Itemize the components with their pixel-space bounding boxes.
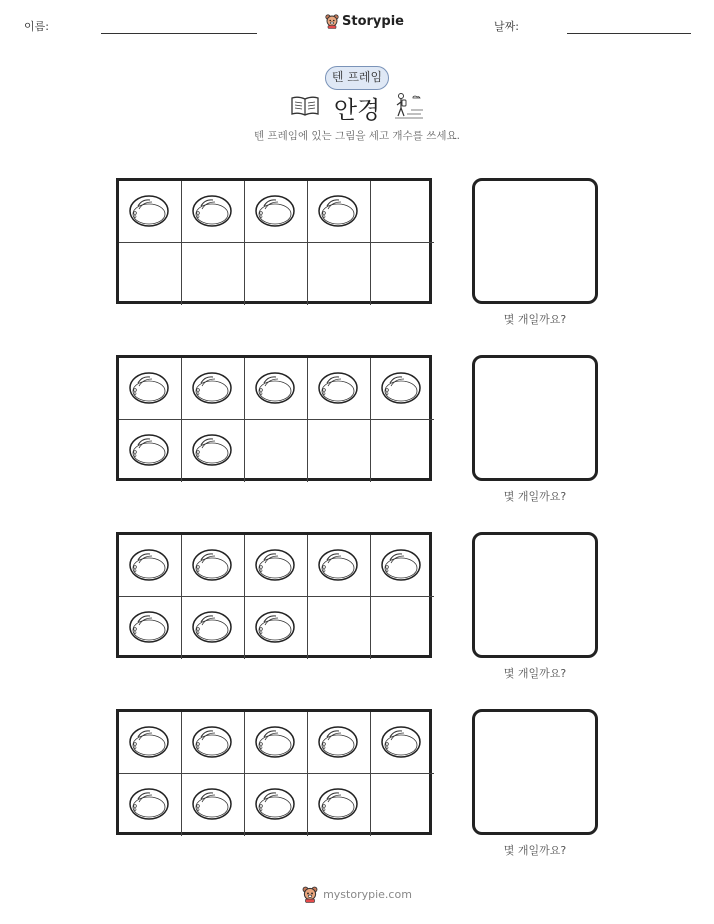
ten-frame-cell: [308, 181, 371, 243]
ten-frame-cell: [245, 712, 308, 774]
ten-frame-cell: [371, 535, 434, 597]
ten-frame-cell: [371, 597, 434, 659]
instructions: 텐 프레임에 있는 그림을 세고 개수를 쓰세요.: [254, 130, 460, 142]
ten-frame-cell: [245, 774, 308, 836]
ten-frame: [116, 178, 432, 304]
count-prompt: 몇 개일까요?: [503, 844, 567, 857]
ten-frame-cell: [245, 181, 308, 243]
brand-logo: [325, 13, 404, 29]
lens-icon: [128, 548, 170, 582]
ten-frame-cell: [182, 181, 245, 243]
ten-frame-cell: [182, 358, 245, 420]
ten-frame-cell: [371, 420, 434, 482]
lens-icon: [380, 371, 422, 405]
lens-icon: [254, 610, 296, 644]
lens-icon: [191, 787, 233, 821]
date-line[interactable]: [567, 33, 691, 34]
lens-icon: [380, 725, 422, 759]
name-label: 이름:: [24, 20, 49, 33]
footer: [0, 885, 714, 903]
ten-frame-cell: [182, 420, 245, 482]
ten-frame-cell: [371, 358, 434, 420]
lens-icon: [128, 610, 170, 644]
ten-frame-cell: [119, 358, 182, 420]
name-line[interactable]: [101, 33, 257, 34]
lens-icon: [191, 433, 233, 467]
hiker-icon: [393, 92, 425, 122]
lens-icon: [317, 548, 359, 582]
ten-frame: [116, 709, 432, 835]
brand-name: Storypie: [342, 13, 404, 29]
ten-frame-cell: [119, 181, 182, 243]
answer-box[interactable]: [472, 532, 598, 658]
ten-frame: [116, 355, 432, 481]
ten-frame-cell: [245, 358, 308, 420]
ten-frame-cell: [371, 243, 434, 305]
ten-frame-cell: [182, 712, 245, 774]
count-prompt: 몇 개일까요?: [503, 490, 567, 503]
lens-icon: [254, 725, 296, 759]
lens-icon: [191, 610, 233, 644]
lens-icon: [254, 371, 296, 405]
ten-frame-cell: [182, 774, 245, 836]
lens-icon: [254, 787, 296, 821]
lens-icon: [128, 433, 170, 467]
bear-logo-icon: [302, 885, 318, 903]
lens-icon: [254, 194, 296, 228]
ten-frame-cell: [119, 774, 182, 836]
ten-frame-cell: [371, 774, 434, 836]
ten-frame-cell: [182, 243, 245, 305]
bear-logo-icon: [325, 13, 339, 29]
lens-icon: [128, 194, 170, 228]
ten-frame-cell: [182, 597, 245, 659]
ten-frame-cell: [245, 243, 308, 305]
ten-frame-cell: [308, 535, 371, 597]
count-prompt: 몇 개일까요?: [503, 313, 567, 326]
ten-frame-cell: [119, 597, 182, 659]
lens-icon: [191, 371, 233, 405]
lens-icon: [317, 787, 359, 821]
lens-icon: [317, 371, 359, 405]
ten-frame-cell: [308, 712, 371, 774]
ten-frame-cell: [119, 420, 182, 482]
answer-box[interactable]: [472, 709, 598, 835]
lens-icon: [128, 371, 170, 405]
lens-icon: [191, 194, 233, 228]
ten-frame-cell: [308, 774, 371, 836]
answer-box[interactable]: [472, 355, 598, 481]
lens-icon: [380, 548, 422, 582]
ten-frame-cell: [308, 358, 371, 420]
ten-frame-cell: [245, 535, 308, 597]
date-label: 날짜:: [494, 20, 519, 33]
ten-frame-cell: [308, 597, 371, 659]
ten-frame-cell: [371, 181, 434, 243]
ten-frame: [116, 532, 432, 658]
ten-frame-cell: [371, 712, 434, 774]
footer-site: mystorypie.com: [323, 887, 412, 901]
ten-frame-cell: [119, 712, 182, 774]
lens-icon: [254, 548, 296, 582]
lens-icon: [317, 194, 359, 228]
lens-icon: [191, 725, 233, 759]
count-prompt: 몇 개일까요?: [503, 667, 567, 680]
ten-frame-cell: [245, 420, 308, 482]
ten-frame-cell: [119, 535, 182, 597]
ten-frame-cell: [182, 535, 245, 597]
lens-icon: [128, 787, 170, 821]
page-title: 안경: [333, 96, 381, 124]
topic-badge: 텐 프레임: [325, 66, 389, 90]
answer-box[interactable]: [472, 178, 598, 304]
ten-frame-cell: [308, 243, 371, 305]
lens-icon: [191, 548, 233, 582]
ten-frame-cell: [245, 597, 308, 659]
lens-icon: [317, 725, 359, 759]
ten-frame-cell: [119, 243, 182, 305]
ten-frame-cell: [308, 420, 371, 482]
lens-icon: [128, 725, 170, 759]
